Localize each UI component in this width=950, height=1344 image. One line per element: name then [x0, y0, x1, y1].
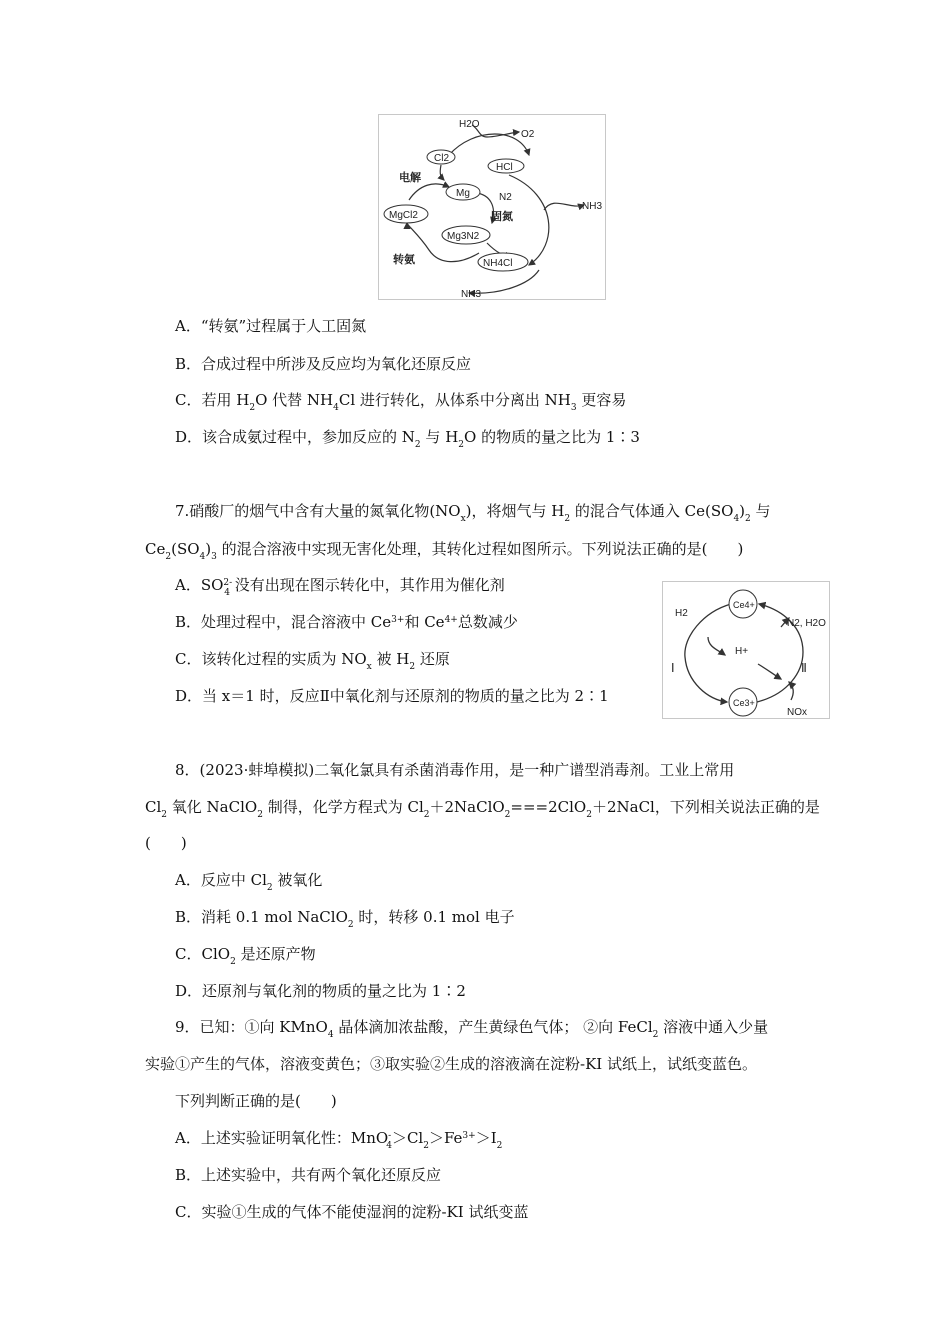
label-cl2: Cl2 [434, 153, 450, 164]
label-transfer: 转氨 [393, 253, 415, 266]
q8-option-b[interactable]: B．消耗 0.1 mol NaClO$_2$ 时，转移 0.1 mol 电子 [175, 908, 515, 930]
figure-cerium-cycle [662, 581, 830, 719]
q6-option-b[interactable]: B．合成过程中所涉及反应均为氧化还原反应 [175, 355, 472, 373]
arrow-nh3-right [544, 203, 584, 210]
label-nh4cl: NH4Cl [483, 258, 513, 269]
figure-magnesium-cycle [378, 114, 606, 300]
q9-option-c[interactable]: C．实验①生成的气体不能使湿润的淀粉-KI 试纸变蓝 [175, 1203, 529, 1221]
q7-option-a[interactable]: A．$SO^{2-}_4$ 没有出现在图示转化中，其作用为催化剂 [175, 576, 505, 598]
q8-stem-line2: $Cl_2$ 氧化 NaClO$_2$ 制得，化学方程式为 $Cl_2+2NaClO_2===2ClO_2+2NaCl$，下列相关说法正确的是 [145, 798, 820, 820]
q7-stem-line1: 7.硝酸厂的烟气中含有大量的氮氧化物$(NO_x)$，将烟气与 $H_2$ 的混合气体通入 $Ce(SO_4)_2$ 与 [175, 502, 771, 524]
arrow-h2-in [708, 637, 725, 655]
magnesium-cycle-diagram [379, 115, 605, 299]
label-nox: NOx [787, 707, 807, 718]
label-h2o: H2O [459, 119, 480, 130]
label-n2: N2 [499, 192, 512, 203]
q9-option-b[interactable]: B．上述实验中，共有两个氧化还原反应 [175, 1166, 442, 1184]
q9-option-a[interactable]: A．上述实验证明氧化性：$MnO^-_4>Cl_2>Fe^{3+}>I_2$ [175, 1129, 503, 1151]
label-n2-h2o: N2, H2O [787, 618, 826, 629]
q9-stem-line3: 下列判断正确的是( ) [175, 1092, 337, 1110]
label-reaction-i: Ⅰ [671, 661, 675, 675]
q8-option-c[interactable]: C．ClO$_2$ 是还原产物 [175, 945, 316, 967]
arrow-hcl-nh4cl [509, 175, 549, 265]
label-nh3-right: NH3 [582, 201, 603, 212]
label-reaction-ii: Ⅱ [801, 661, 807, 675]
q6-option-a[interactable]: A．“转氨”过程属于人工固氮 [175, 317, 367, 335]
q7-stem-line2: $Ce_2(SO_4)_3$ 的混合溶液中实现无害化处理，其转化过程如图所示。下列说法正确的是( ) [145, 540, 744, 562]
q9-stem-line2: 实验①产生的气体，溶液变黄色；③取实验②生成的溶液滴在淀粉-KI 试纸上，试纸变蓝色。 [145, 1055, 757, 1073]
label-ce3: Ce3+ [733, 698, 755, 708]
q6-option-d[interactable]: D．该合成氨过程中，参加反应的 $N_2$ 与 $H_2O$ 的物质的量之比为 1∶3 [175, 428, 640, 450]
label-mgcl2: MgCl2 [389, 210, 418, 221]
label-fixation: 固氮 [491, 210, 513, 223]
label-mg: Mg [456, 188, 470, 199]
label-nh3-bottom: NH3 [461, 289, 482, 299]
arrow-ce4-to-ce3 [685, 604, 731, 702]
q7-option-d[interactable]: D．当 x＝1 时，反应Ⅱ中氧化剂与还原剂的物质的量之比为 2∶1 [175, 687, 609, 705]
label-ce4: Ce4+ [733, 600, 755, 610]
q8-stem-line3: ( ) [145, 834, 187, 852]
arrow-mgcl2-mg [409, 184, 449, 200]
label-electrolysis: 电解 [399, 171, 421, 184]
cerium-cycle-diagram [663, 582, 829, 718]
label-mg3n2: Mg3N2 [447, 231, 480, 242]
q7-option-b[interactable]: B．处理过程中，混合溶液中 $Ce^{3+}$和 $Ce^{4+}$总数减少 [175, 613, 518, 631]
q8-stem-line1: 8．(2023·蚌埠模拟)二氧化氯具有杀菌消毒作用，是一种广谱型消毒剂。工业上常用 [175, 761, 735, 779]
q7-option-c[interactable]: C．该转化过程的实质为 $NO_x$ 被 $H_2$ 还原 [175, 650, 450, 672]
q6-option-c[interactable]: C．若用 $H_2O$ 代替 $NH_4Cl$ 进行转化，从体系中分离出 $NH_3$ 更容易 [175, 391, 627, 413]
arrow-hplus [758, 664, 781, 679]
q8-option-a[interactable]: A．反应中 $Cl_2$ 被氧化 [175, 871, 323, 893]
arrow-mg-cl2 [440, 165, 444, 180]
label-hplus: H+ [735, 646, 749, 657]
q8-option-d[interactable]: D．还原剂与氧化剂的物质的量之比为 1∶2 [175, 982, 466, 1000]
label-hcl: HCl [496, 162, 513, 173]
label-o2: O2 [521, 129, 535, 140]
label-h2: H2 [675, 608, 688, 619]
q9-stem-line1: 9．已知：①向 KMnO$_4$ 晶体滴加浓盐酸，产生黄绿色气体； ②向 FeCl$_2$ 溶液中通入少量 [175, 1018, 769, 1040]
arrow-nox-in [789, 682, 793, 700]
